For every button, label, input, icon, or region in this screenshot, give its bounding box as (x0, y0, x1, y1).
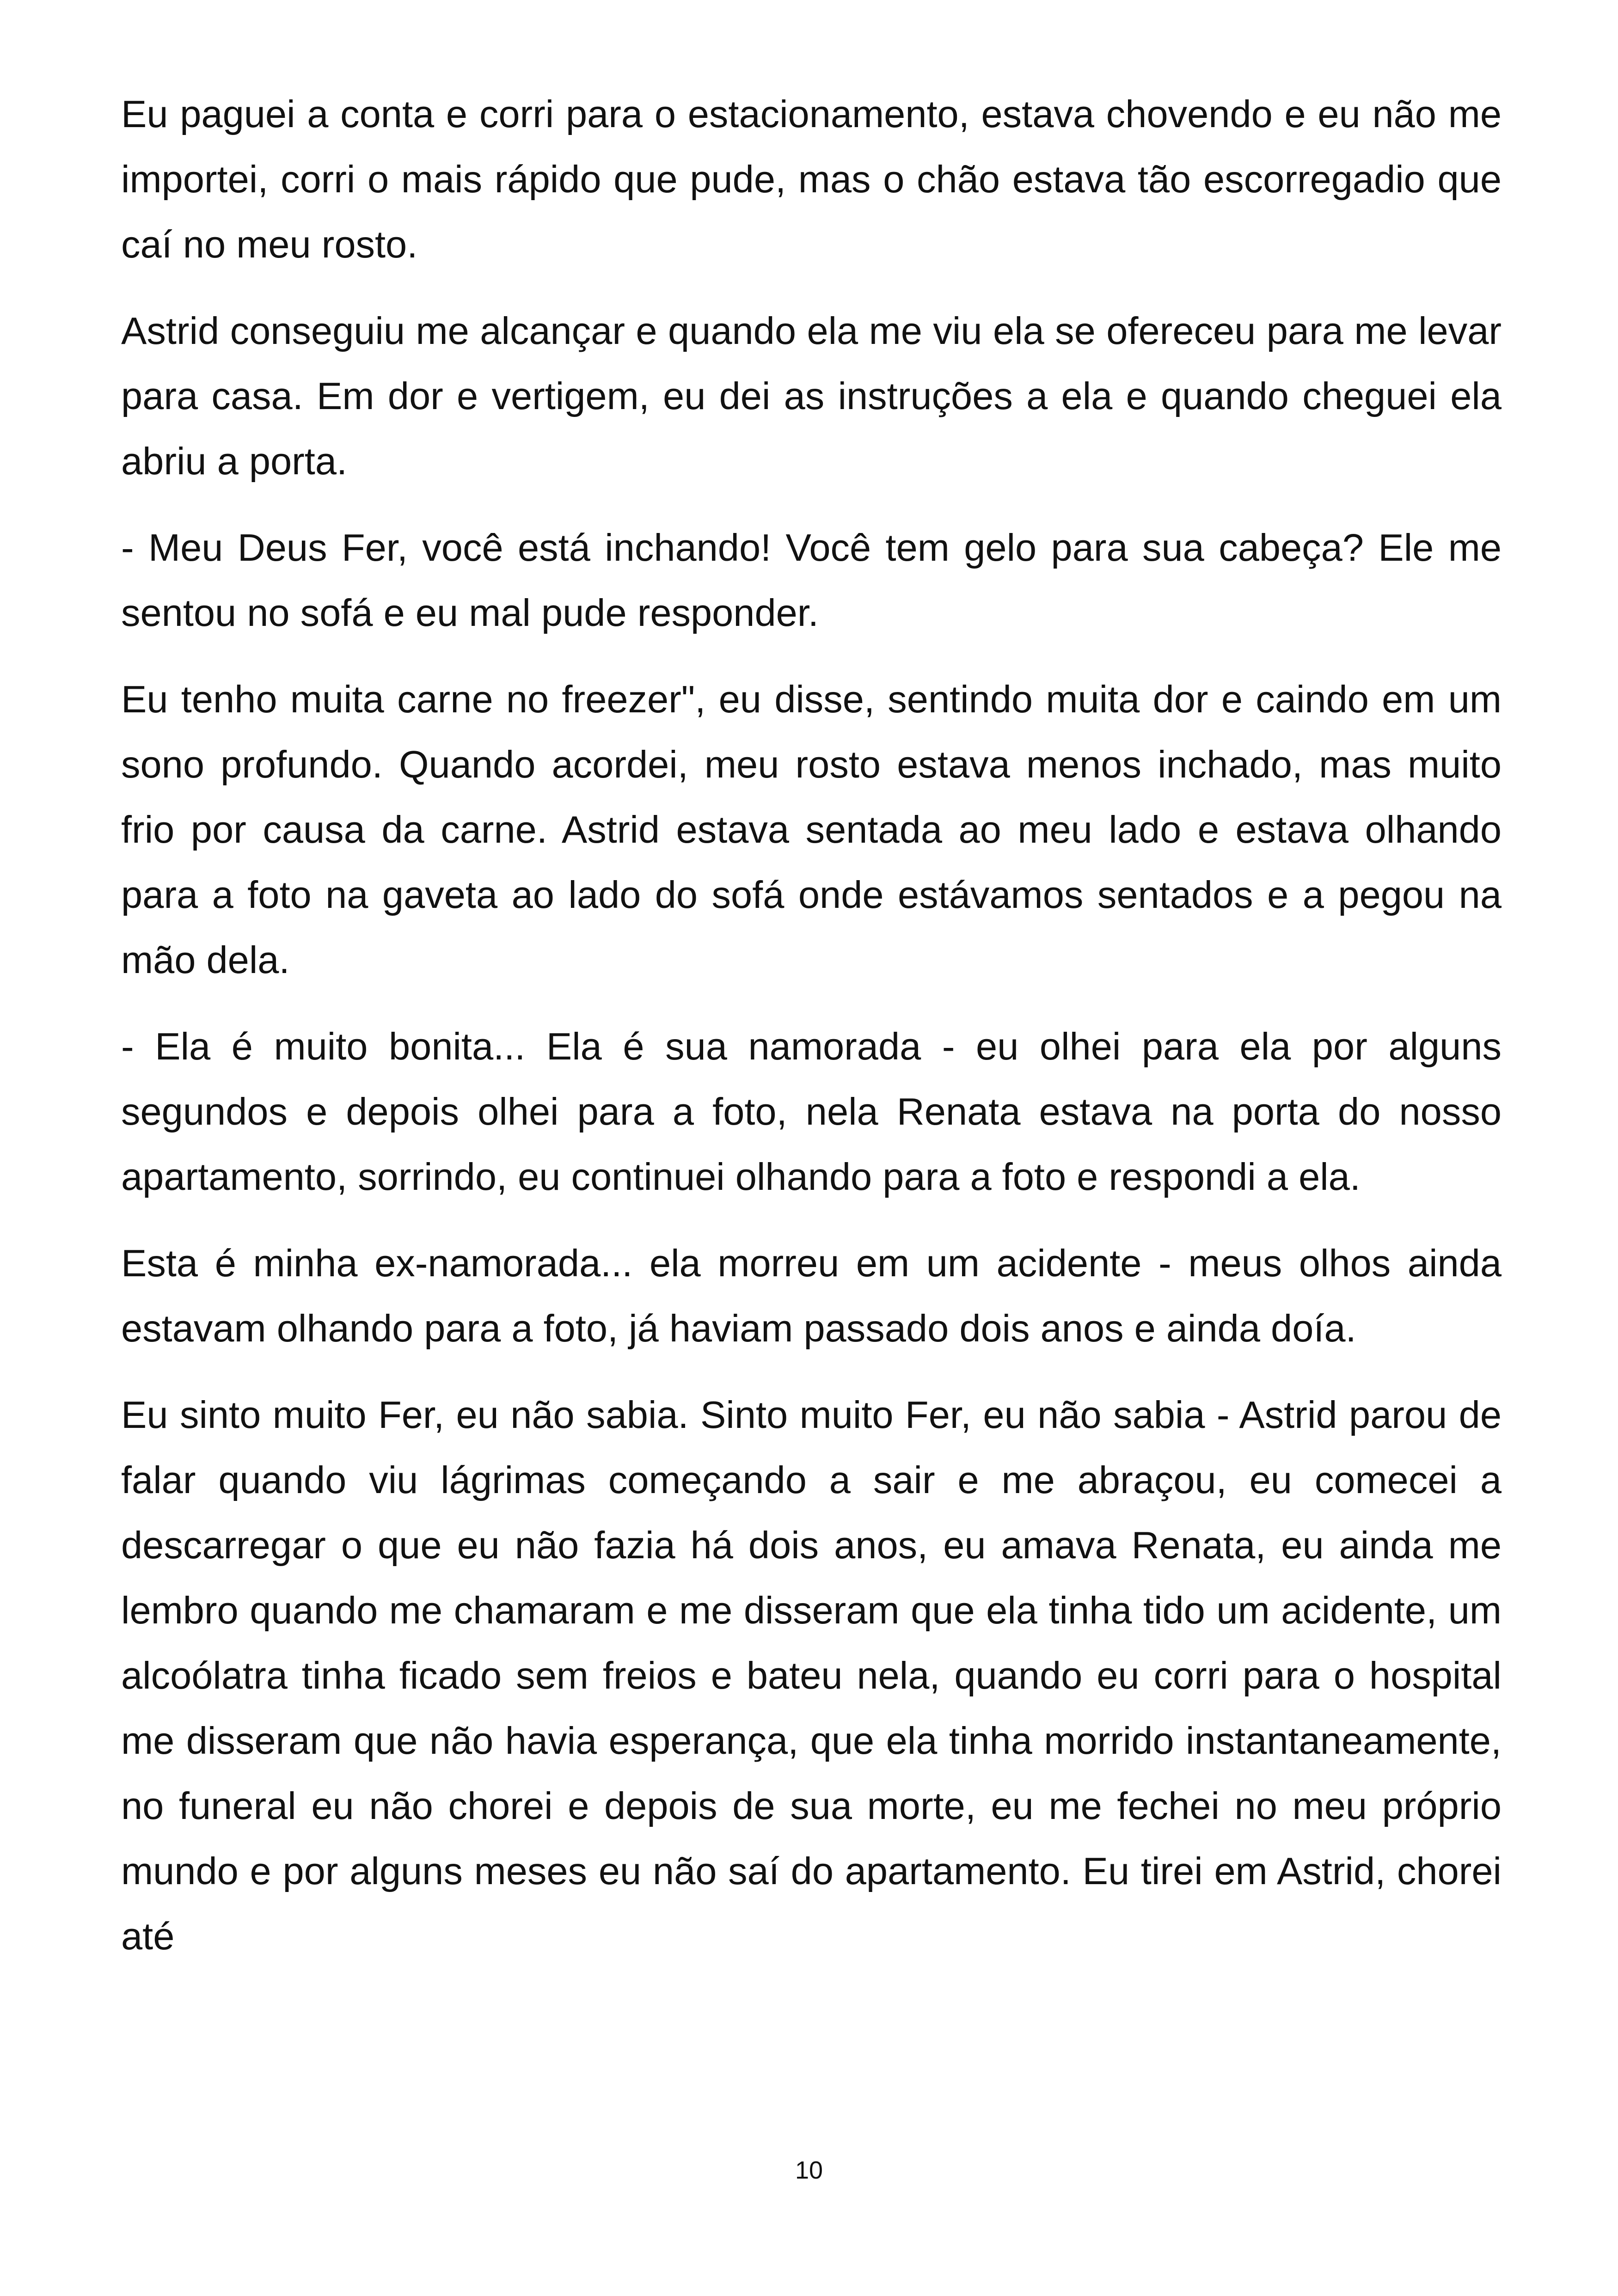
paragraph-4: Eu tenho muita carne no freezer", eu disse, sentindo muita dor e caindo em um sono profundo. Quando acordei, meu rosto estava menos inchado, mas muito frio por causa da carne. Astrid estava sentada ao meu lado e estava olhando para a foto na gaveta ao lado do sofá onde estávamos sentados e a pegou na mão dela. (121, 678, 1502, 981)
paragraph-5: - Ela é muito bonita... Ela é sua namorada - eu olhei para ela por alguns segundos e depois olhei para a foto, nela Renata estava na porta do nosso apartamento, sorrindo, eu continuei olhando para a foto e respondi a ela. (121, 1025, 1502, 1198)
page-number: 10 (795, 2156, 823, 2184)
paragraph-6: Esta é minha ex-namorada... ela morreu em um acidente - meus olhos ainda estavam olhando para a foto, já haviam passado dois anos e ainda doía. (121, 1242, 1502, 1350)
body-text (121, 81, 1502, 1990)
paragraph-7: Eu sinto muito Fer, eu não sabia. Sinto muito Fer, eu não sabia - Astrid parou de falar quando viu lágrimas começando a sair e me abraçou, eu comecei a descarregar o que eu não fazia há dois anos, eu amava Renata, eu ainda me lembro quando me chamaram e me disseram que ela tinha tido um acidente, um alcoólatra tinha ficado sem freios e bateu nela, quando eu corri para o hospital me disseram que não havia esperança, que ela tinha morrido instantaneamente, no funeral eu não chorei e depois de sua morte, eu me fechei no meu próprio mundo e por alguns meses eu não saí do apartamento. Eu tirei em Astrid, chorei até (121, 1393, 1502, 1958)
paragraph-3: - Meu Deus Fer, você está inchando! Você tem gelo para sua cabeça? Ele me sentou no sofá e eu mal pude responder. (121, 526, 1502, 634)
paragraph-2: Astrid conseguiu me alcançar e quando ela me viu ela se ofereceu para me levar para casa. Em dor e vertigem, eu dei as instruções a ela e quando cheguei ela abriu a porta. (121, 309, 1502, 483)
paragraph-1: Eu paguei a conta e corri para o estacionamento, estava chovendo e eu não me importei, corri o mais rápido que pude, mas o chão estava tão escorregadio que caí no meu rosto. (121, 92, 1502, 266)
